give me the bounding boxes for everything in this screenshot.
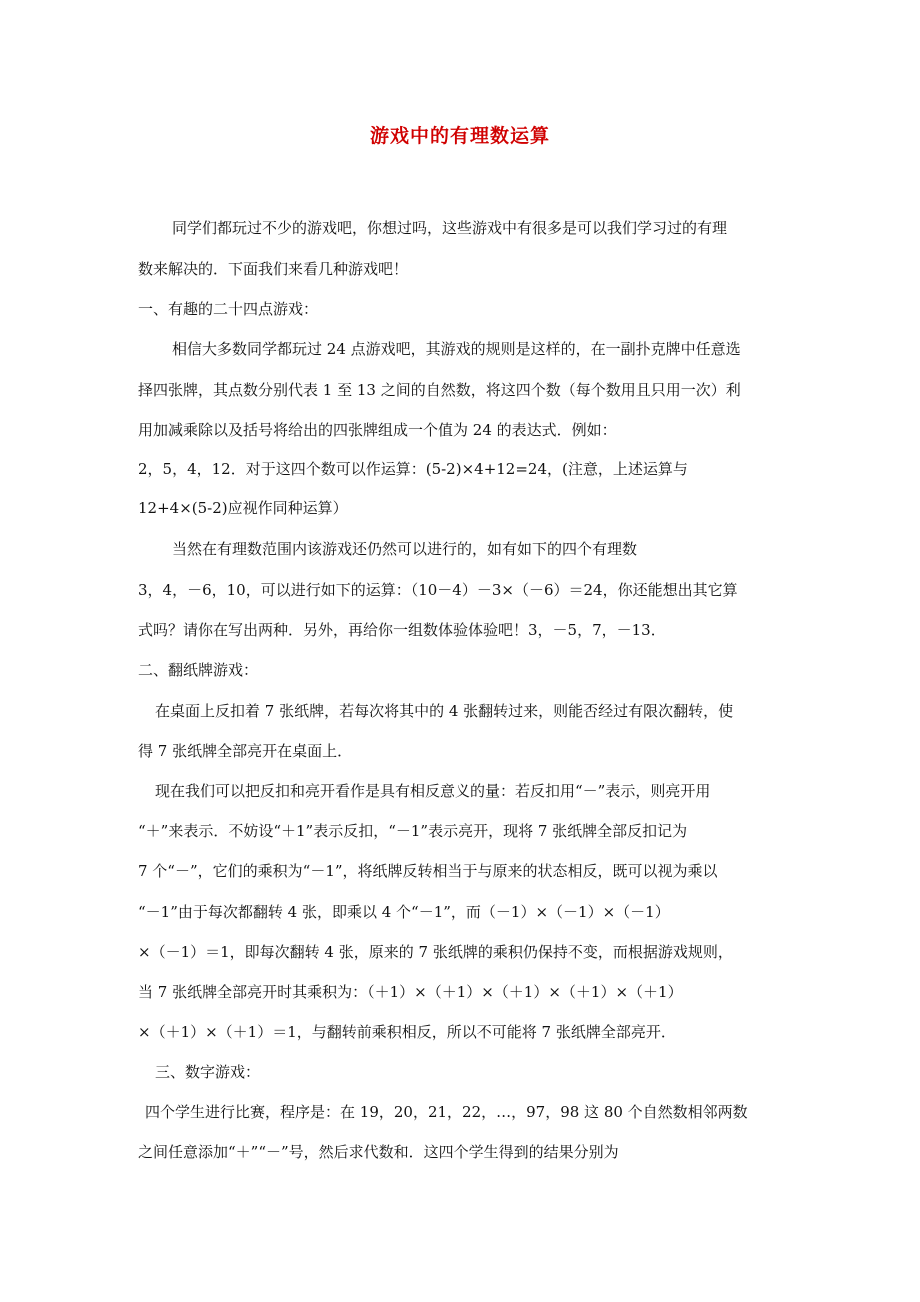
text-line: 现在我们可以把反扣和亮开看作是具有相反意义的量：若反扣用“－”表示，则亮开用	[155, 782, 711, 800]
text-line: 式吗？请你在写出两种．另外，再给你一组数体验体验吧！3，－5，7，－13．	[138, 621, 666, 639]
text-line: 四个学生进行比赛，程序是：在 19，20，21，22，…，97，98 这 80 个自然数相邻两数	[145, 1103, 748, 1121]
text-line: 择四张牌，其点数分别代表 1 至 13 之间的自然数，将这四个数（每个数用且只用一次）利	[138, 381, 741, 399]
section-heading: 三、数字游戏：	[155, 1063, 261, 1081]
text-line: 用加减乘除以及括号将给出的四张牌组成一个值为 24 的表达式．例如：	[138, 421, 617, 439]
text-line: 在桌面上反扣着 7 张纸牌，若每次将其中的 4 张翻转过来，则能否经过有限次翻转，使	[155, 702, 734, 720]
section-heading: 二、翻纸牌游戏：	[138, 661, 259, 679]
text-line: 同学们都玩过不少的游戏吧，你想过吗，这些游戏中有很多是可以我们学习过的有理	[172, 219, 728, 237]
page-title: 游戏中的有理数运算	[369, 125, 550, 147]
text-line: 数来解决的．下面我们来看几种游戏吧！	[138, 260, 409, 278]
text-line: “＋”来表示．不妨设“＋1”表示反扣，“－1”表示亮开，现将 7 张纸牌全部反扣记为	[138, 822, 688, 840]
text-line: 当然在有理数范围内该游戏还仍然可以进行的，如有如下的四个有理数	[172, 540, 638, 558]
text-line: 3，4，－6，10，可以进行如下的运算：（10－4）－3×（－6）＝24，你还能想出其它算	[138, 581, 738, 599]
text-line: 得 7 张纸牌全部亮开在桌面上．	[138, 742, 353, 760]
text-line: 7 个“－”，它们的乘积为“－1”，将纸牌反转相当于与原来的状态相反，既可以视为乘以	[138, 862, 718, 880]
text-line: ×（－1）＝1，即每次翻转 4 张，原来的 7 张纸牌的乘积仍保持不变，而根据游戏规则，	[138, 943, 733, 961]
text-line: 2，5，4，12．对于这四个数可以作运算：(5-2)×4+12=24，(注意，上述运算与	[138, 460, 688, 478]
text-line: 相信大多数同学都玩过 24 点游戏吧，其游戏的规则是这样的，在一副扑克牌中任意选	[172, 340, 741, 358]
text-line: ×（＋1）×（＋1）＝1，与翻转前乘积相反，所以不可能将 7 张纸牌全部亮开．	[138, 1023, 676, 1041]
text-line: 当 7 张纸牌全部亮开时其乘积为：（＋1）×（＋1）×（＋1）×（＋1）×（＋1）	[138, 983, 683, 1001]
section-heading: 一、有趣的二十四点游戏：	[138, 300, 319, 318]
text-line: 之间任意添加“＋”“－”号，然后求代数和．这四个学生得到的结果分别为	[138, 1143, 619, 1161]
text-line: 12+4×(5-2)应视作同种运算）	[138, 499, 348, 517]
text-line: “－1”由于每次都翻转 4 张，即乘以 4 个“－1”，而（－1）×（－1）×（－1）	[138, 903, 670, 921]
